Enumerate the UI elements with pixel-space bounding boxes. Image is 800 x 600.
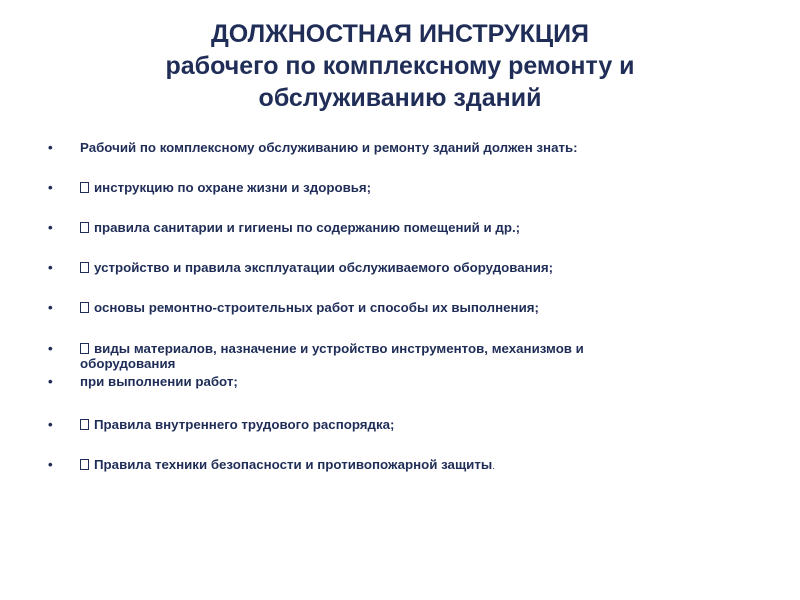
list-item-content [80, 457, 495, 474]
bullet-icon: • [48, 180, 53, 195]
bullet-icon: • [48, 417, 53, 432]
missing-glyph-icon [80, 419, 89, 430]
list-item-text: виды материалов, назначение и устройство инструментов, механизмов и [94, 341, 584, 356]
list-item-content [80, 180, 371, 195]
missing-glyph-icon [80, 222, 89, 233]
list-item-content [80, 341, 584, 356]
list-item-text: устройство и правила эксплуатации обслуживаемого оборудования; [94, 260, 554, 275]
missing-glyph-icon [80, 343, 89, 354]
list-item-text: Рабочий по комплексному обслуживанию и ремонту зданий должен знать: [80, 140, 578, 155]
list-item-text: Правила внутреннего трудового распорядка; [94, 417, 395, 432]
missing-glyph-icon [80, 302, 89, 313]
list-item-content [80, 417, 394, 432]
bullet-icon: • [48, 457, 53, 472]
list-item-content [80, 300, 539, 315]
list-item-content [80, 260, 553, 275]
list-item-text: при выполнении работ; [80, 374, 238, 389]
list-item-text: правила санитарии и гигиены по содержанию помещений и др.; [94, 220, 521, 235]
bullet-icon: • [48, 220, 53, 235]
list-item-content [80, 220, 520, 235]
bullet-icon: • [48, 341, 53, 356]
list-item-tail: . [492, 461, 495, 472]
missing-glyph-icon [80, 182, 89, 193]
title-line-1: ДОЛЖНОСТНАЯ ИНСТРУКЦИЯ [210, 20, 590, 48]
list-item-text: оборудования [80, 356, 176, 371]
slide-title [0, 18, 800, 114]
bullet-icon: • [48, 260, 53, 275]
missing-glyph-icon [80, 459, 89, 470]
missing-glyph-icon [80, 262, 89, 273]
bullet-icon: • [48, 374, 53, 389]
bullet-icon: • [48, 300, 53, 315]
list-item-text: основы ремонтно-строительных работ и способы их выполнения; [94, 300, 539, 315]
title-line-2: рабочего по комплексному ремонту и [165, 52, 635, 80]
bullet-icon: • [48, 140, 53, 155]
title-line-3: обслуживанию зданий [258, 84, 542, 112]
list-item-text: Правила техники безопасности и противопожарной защиты [94, 457, 493, 472]
list-item-text: инструкцию по охране жизни и здоровья; [94, 180, 372, 195]
